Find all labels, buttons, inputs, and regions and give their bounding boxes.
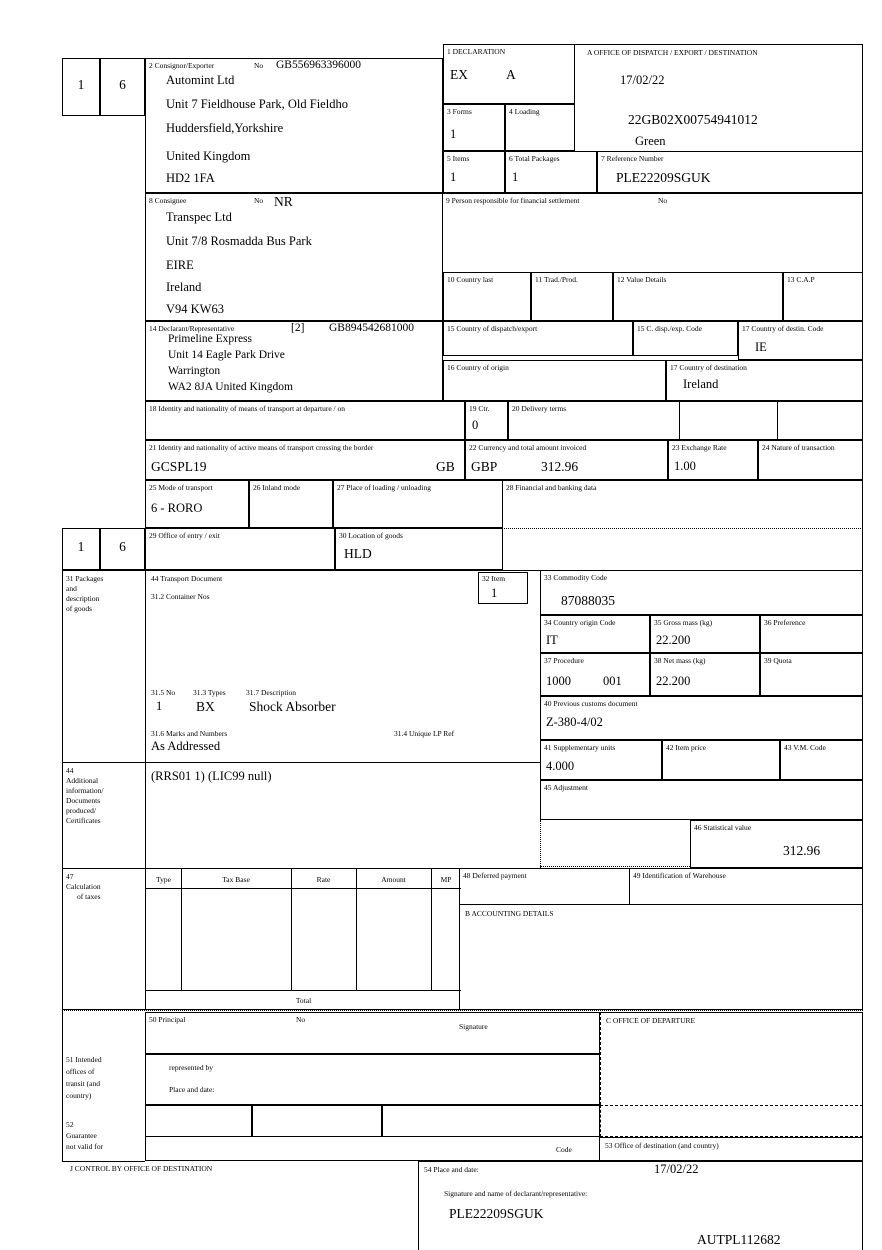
transit-cell-1 — [145, 1105, 252, 1137]
gross-mass-value: 22.200 — [656, 633, 691, 647]
declarant-eori: GB894542681000 — [329, 322, 414, 334]
ctr-value: 0 — [472, 418, 479, 432]
declaration-type: EX — [450, 67, 468, 82]
country-last-label: 10 Country last — [447, 275, 494, 284]
office-departure-box — [600, 1012, 863, 1105]
location-goods-filler — [503, 528, 863, 570]
guarantee-label: 52 — [66, 1120, 74, 1129]
calc-col-amount: Amount — [381, 875, 406, 884]
consignee-box — [145, 193, 443, 321]
place-date-label: 54 Place and date: — [424, 1165, 479, 1174]
country-dispatch-box — [443, 321, 633, 356]
ctr-box — [465, 401, 508, 440]
location-goods-label: 30 Location of goods — [339, 531, 403, 540]
calculation-table — [145, 868, 460, 1010]
country-destin-code-box — [738, 321, 863, 360]
place-loading-label: 27 Place of loading / unloading — [337, 483, 431, 492]
calc-divider-3 — [356, 869, 357, 990]
financial-banking-label: 28 Financial and banking data — [506, 483, 597, 492]
additional-info-divider — [540, 820, 541, 868]
packages-label-col — [62, 570, 145, 762]
office-destination-label: 53 Office of destination (and country) — [605, 1141, 719, 1150]
exchange-rate-box — [668, 440, 758, 480]
calc-col-type: Type — [156, 875, 171, 884]
country-last-box — [443, 272, 531, 321]
principal-signature-label: Signature — [459, 1022, 488, 1031]
item-value: 1 — [491, 586, 498, 600]
value-details-label: 12 Value Details — [617, 275, 667, 284]
country-destination-value: Ireland — [683, 377, 719, 391]
financial-no-label: No — [658, 196, 668, 205]
item-box — [478, 572, 528, 604]
calc-divider-1 — [181, 869, 182, 990]
item-price-box — [662, 740, 780, 780]
mode-transport-box — [145, 480, 249, 528]
trad-prod-box — [531, 272, 613, 321]
item-price-label: 42 Item price — [666, 743, 706, 752]
additional-info-label-4: Documents — [66, 796, 101, 805]
consignee-line-3: EIRE — [166, 258, 194, 272]
consignee-no-label: No — [254, 196, 264, 205]
country-destination-box — [666, 360, 863, 401]
transit-cell-3 — [382, 1105, 600, 1137]
procedure-box — [540, 653, 650, 696]
previous-document-value: Z-380-4/02 — [546, 715, 603, 729]
loading-label: 4 Loading — [509, 107, 540, 116]
identity-border-value: GCSPL19 — [151, 459, 207, 474]
calc-divider-4 — [431, 869, 432, 990]
consignee-line-5: V94 KW63 — [166, 302, 224, 316]
packages-description-label: 31.7 Description — [246, 688, 296, 697]
transport-document-label: 44 Transport Document — [151, 574, 223, 583]
consignee-line-4: Ireland — [166, 280, 202, 294]
control-label: J CONTROL BY OFFICE OF DESTINATION — [70, 1164, 213, 1173]
place-date-value: 17/02/22 — [654, 1162, 699, 1176]
consignee-no-value: NR — [274, 194, 293, 209]
principal-no-label: No — [296, 1015, 306, 1024]
place-and-date-label: Place and date: — [169, 1085, 215, 1094]
nature-transaction-label: 24 Nature of transaction — [762, 443, 835, 452]
currency-amount: 312.96 — [541, 459, 579, 474]
adjustment-box — [540, 780, 863, 820]
currency-box — [465, 440, 668, 480]
consignor-no-label: No — [254, 61, 264, 70]
country-origin-code-value: IT — [546, 633, 558, 647]
identity-departure-label: 18 Identity and nationality of means of transport at departure / on — [149, 404, 345, 413]
calc-divider-2 — [291, 869, 292, 990]
declaration-code: A — [506, 67, 516, 82]
country-destin-code-value: IE — [755, 340, 767, 354]
value-details-box — [613, 272, 783, 321]
warehouse-box — [630, 868, 863, 904]
guarantee-label-2: Guarantee — [66, 1131, 97, 1140]
quota-box — [760, 653, 863, 696]
declarant-name-value: PLE22209SGUK — [449, 1206, 544, 1221]
ctr-label: 19 Ctr. — [469, 404, 490, 413]
additional-info-label: 44 — [66, 766, 74, 775]
consignor-line-4: United Kingdom — [166, 149, 251, 163]
guarantee-code-label: Code — [556, 1145, 572, 1154]
identity-border-nationality: GB — [436, 459, 455, 474]
country-origin-code-label: 34 Country origin Code — [544, 618, 616, 627]
additional-info-label-col — [62, 762, 145, 868]
delivery-terms-divider-2 — [777, 402, 778, 441]
net-mass-box — [650, 653, 760, 696]
intended-offices-label-2: offices of — [66, 1067, 95, 1076]
additional-info-label-3: information/ — [66, 786, 104, 795]
office-destination-box — [600, 1137, 863, 1161]
reference-value: PLE22209SGUK — [616, 170, 711, 185]
packages-label-3: description — [66, 594, 100, 603]
country-origin-label: 16 Country of origin — [447, 363, 509, 372]
cap-label: 13 C.A.P — [787, 275, 815, 284]
office-dispatch-label: A OFFICE OF DISPATCH / EXPORT / DESTINATION — [587, 48, 758, 57]
calculation-label-col — [62, 868, 145, 1010]
quota-label: 39 Quota — [764, 656, 792, 665]
represented-by-box — [145, 1054, 600, 1105]
nature-transaction-box — [758, 440, 863, 480]
consignee-line-2: Unit 7/8 Rosmadda Bus Park — [166, 234, 312, 248]
cap-box — [783, 272, 863, 321]
forms-value: 1 — [450, 127, 457, 141]
box1-left-value-2: 1 — [77, 539, 85, 554]
statistical-value-value: 312.96 — [783, 843, 821, 858]
box1-left-value: 1 — [77, 77, 85, 92]
declarant-box — [145, 321, 443, 401]
transit-cell-4 — [600, 1105, 863, 1137]
calc-col-tax-base: Tax Base — [222, 875, 250, 884]
office-entry-label: 29 Office of entry / exit — [149, 531, 220, 540]
declarant-rep-code: [2] — [291, 322, 305, 334]
additional-info-label-5: produced/ — [66, 806, 96, 815]
previous-document-label: 40 Previous customs document — [544, 699, 638, 708]
delivery-terms-label: 20 Delivery terms — [512, 404, 567, 413]
declarant-ref-value: AUTPL112682 — [697, 1232, 781, 1247]
gross-mass-label: 35 Gross mass (kg) — [654, 618, 713, 627]
consignor-line-5: HD2 1FA — [166, 171, 215, 185]
statistical-value-label: 46 Statistical value — [694, 823, 752, 832]
location-goods-box — [335, 528, 503, 570]
packages-no-label: 31.5 No — [151, 688, 176, 697]
signature-name-label: Signature and name of declarant/representative: — [444, 1189, 588, 1198]
country-destin-code-label: 17 Country of destin. Code — [742, 324, 824, 333]
box1-right-value-2: 6 — [119, 539, 126, 554]
consignor-label: 2 Consignor/Exporter — [149, 61, 215, 70]
packages-marks-value: As Addressed — [151, 739, 221, 753]
calc-total-label: Total — [295, 996, 312, 1005]
items-box — [443, 151, 505, 193]
supplementary-units-box — [540, 740, 662, 780]
vm-code-box — [780, 740, 863, 780]
commodity-code-box — [540, 570, 863, 615]
consignor-line-2: Unit 7 Fieldhouse Park, Old Fieldho — [166, 97, 348, 111]
total-packages-box — [505, 151, 597, 193]
location-goods-value: HLD — [344, 546, 372, 561]
procedure-value-2: 001 — [603, 674, 622, 688]
principal-label: 50 Principal — [149, 1015, 186, 1024]
packages-no-value: 1 — [156, 699, 163, 713]
gross-mass-box — [650, 615, 760, 653]
mrn-value: 22GB02X00754941012 — [628, 112, 758, 127]
vm-code-label: 43 V.M. Code — [784, 743, 826, 752]
exchange-rate-label: 23 Exchange Rate — [672, 443, 727, 452]
calculation-header-row — [146, 869, 461, 889]
lane-value: Green — [635, 134, 666, 148]
declarant-label: 14 Declarant/Representative — [149, 324, 235, 333]
items-label: 5 Items — [447, 154, 470, 163]
country-dispatch-label: 15 Country of dispatch/export — [447, 324, 538, 333]
calc-col-rate: Rate — [316, 875, 331, 884]
consignor-box — [145, 58, 443, 193]
total-packages-label: 6 Total Packages — [509, 154, 560, 163]
place-loading-box — [333, 480, 503, 528]
country-origin-code-box — [540, 615, 650, 653]
adjustment-label: 45 Adjustment — [544, 783, 588, 792]
box1-right-value: 6 — [119, 77, 126, 92]
deferred-payment-label: 48 Deferred payment — [463, 871, 527, 880]
declaration-box — [443, 44, 575, 104]
calculation-total-row — [146, 990, 461, 1009]
currency-label: 22 Currency and total amount invoiced — [469, 443, 587, 452]
packages-marks-label: 31.6 Marks and Numbers — [151, 729, 228, 738]
accounting-label: B ACCOUNTING DETAILS — [465, 909, 554, 918]
intended-offices-label: 51 Intended — [66, 1055, 102, 1064]
preference-box — [760, 615, 863, 653]
box1-left-cell-2 — [62, 528, 100, 570]
box1-right-cell-2 — [100, 528, 145, 570]
consignee-label: 8 Consignee — [149, 196, 187, 205]
previous-document-box — [540, 696, 863, 740]
delivery-terms-divider-1 — [679, 402, 680, 441]
declarant-line-4: WA2 8JA United Kingdom — [168, 381, 293, 393]
left-border-bottom — [62, 1010, 63, 1161]
statistical-value-dotted — [540, 866, 690, 867]
c-disp-exp-code-box — [633, 321, 738, 356]
inland-mode-label: 26 Inland mode — [253, 483, 301, 492]
declaration-label: 1 DECLARATION — [447, 47, 506, 56]
statistical-value-box — [690, 820, 863, 868]
consignee-line-1: Transpec Ltd — [166, 210, 232, 224]
exchange-rate-value: 1.00 — [674, 459, 696, 473]
office-entry-box — [145, 528, 335, 570]
declarant-line-1: Primeline Express — [168, 333, 252, 345]
financial-settlement-box — [443, 193, 863, 272]
mrn-box — [575, 104, 863, 151]
identity-departure-box — [145, 401, 465, 440]
declarant-line-2: Unit 14 Eagle Park Drive — [168, 349, 285, 361]
consignor-line-1: Automint Ltd — [166, 73, 235, 87]
calculation-label: 47 — [66, 872, 74, 881]
represented-by-label: represented by — [169, 1063, 213, 1072]
warehouse-label: 49 Identification of Warehouse — [633, 871, 726, 880]
packages-types-label: 31.3 Types — [193, 688, 226, 697]
section-divider-2 — [62, 1010, 863, 1011]
declarant-line-3: Warrington — [168, 365, 221, 377]
total-packages-value: 1 — [512, 170, 519, 184]
reference-label: 7 Reference Number — [601, 154, 664, 163]
packages-label-2: and — [66, 584, 77, 593]
item-label: 32 Item — [482, 574, 506, 583]
intended-offices-label-3: transit (and — [66, 1079, 100, 1088]
country-destination-label: 17 Country of destination — [670, 363, 747, 372]
intended-offices-label-col — [62, 1010, 145, 1151]
intended-offices-label-4: country) — [66, 1091, 92, 1100]
box1-left-cell — [62, 58, 100, 116]
procedure-value: 1000 — [546, 674, 571, 688]
packages-description-value: Shock Absorber — [249, 699, 336, 714]
delivery-terms-box — [508, 401, 863, 440]
packages-unique-lp-label: 31.4 Unique LP Ref — [394, 729, 455, 738]
supplementary-units-value: 4.000 — [546, 759, 575, 773]
additional-info-box — [145, 762, 540, 868]
guarantee-box — [145, 1137, 600, 1161]
consignor-eori: GB556963396000 — [276, 59, 361, 71]
packages-label: 31 Packages — [66, 574, 104, 583]
financial-label: 9 Person responsible for financial settlement — [446, 196, 580, 205]
financial-banking-box — [503, 480, 863, 528]
guarantee-label-3: not valid for — [66, 1142, 104, 1151]
office-dispatch-box — [575, 44, 863, 104]
consignor-line-3: Huddersfield,Yorkshire — [166, 121, 284, 135]
calc-col-mp: MP — [440, 875, 452, 884]
packages-label-4: of goods — [66, 604, 93, 613]
inland-mode-box — [249, 480, 333, 528]
currency-value: GBP — [471, 459, 498, 474]
commodity-code-value: 87088035 — [561, 593, 615, 608]
transit-cell-2 — [252, 1105, 382, 1137]
additional-info-label-6: Certificates — [66, 816, 101, 825]
forms-label: 3 Forms — [447, 107, 472, 116]
trad-prod-label: 11 Trad./Prod. — [535, 275, 578, 284]
place-date-box — [418, 1161, 863, 1250]
additional-info-label-2: Additional — [66, 776, 99, 785]
procedure-label: 37 Procedure — [544, 656, 584, 665]
calculation-label-2: Calculation — [66, 882, 101, 891]
loading-box — [505, 104, 575, 151]
box1-right-cell — [100, 58, 145, 116]
office-dispatch-date: 17/02/22 — [620, 73, 665, 87]
commodity-code-label: 33 Commodity Code — [544, 573, 607, 582]
identity-border-label: 21 Identity and nationality of active means of transport crossing the border — [149, 443, 374, 452]
calculation-label-3: of taxes — [77, 892, 101, 901]
accounting-details-box — [460, 904, 863, 1010]
items-value: 1 — [450, 170, 457, 184]
forms-box — [443, 104, 505, 151]
reference-box — [597, 151, 863, 193]
net-mass-value: 22.200 — [656, 674, 691, 688]
deferred-payment-box — [460, 868, 630, 904]
additional-info-value: (RRS01 1) (LIC99 null) — [151, 769, 272, 783]
c-disp-exp-code-label: 15 C. disp./exp. Code — [637, 324, 702, 333]
preference-label: 36 Preference — [764, 618, 806, 627]
mode-transport-value: 6 - RORO — [151, 501, 203, 515]
identity-border-box — [145, 440, 465, 480]
country-origin-box — [443, 360, 666, 401]
packages-types-value: BX — [196, 699, 215, 714]
net-mass-label: 38 Net mass (kg) — [654, 656, 706, 665]
office-departure-label: C OFFICE OF DEPARTURE — [606, 1016, 696, 1025]
mode-transport-label: 25 Mode of transport — [149, 483, 213, 492]
supplementary-units-label: 41 Supplementary units — [544, 743, 616, 752]
container-nos-label: 31.2 Container Nos — [151, 592, 210, 601]
principal-box — [145, 1012, 600, 1054]
